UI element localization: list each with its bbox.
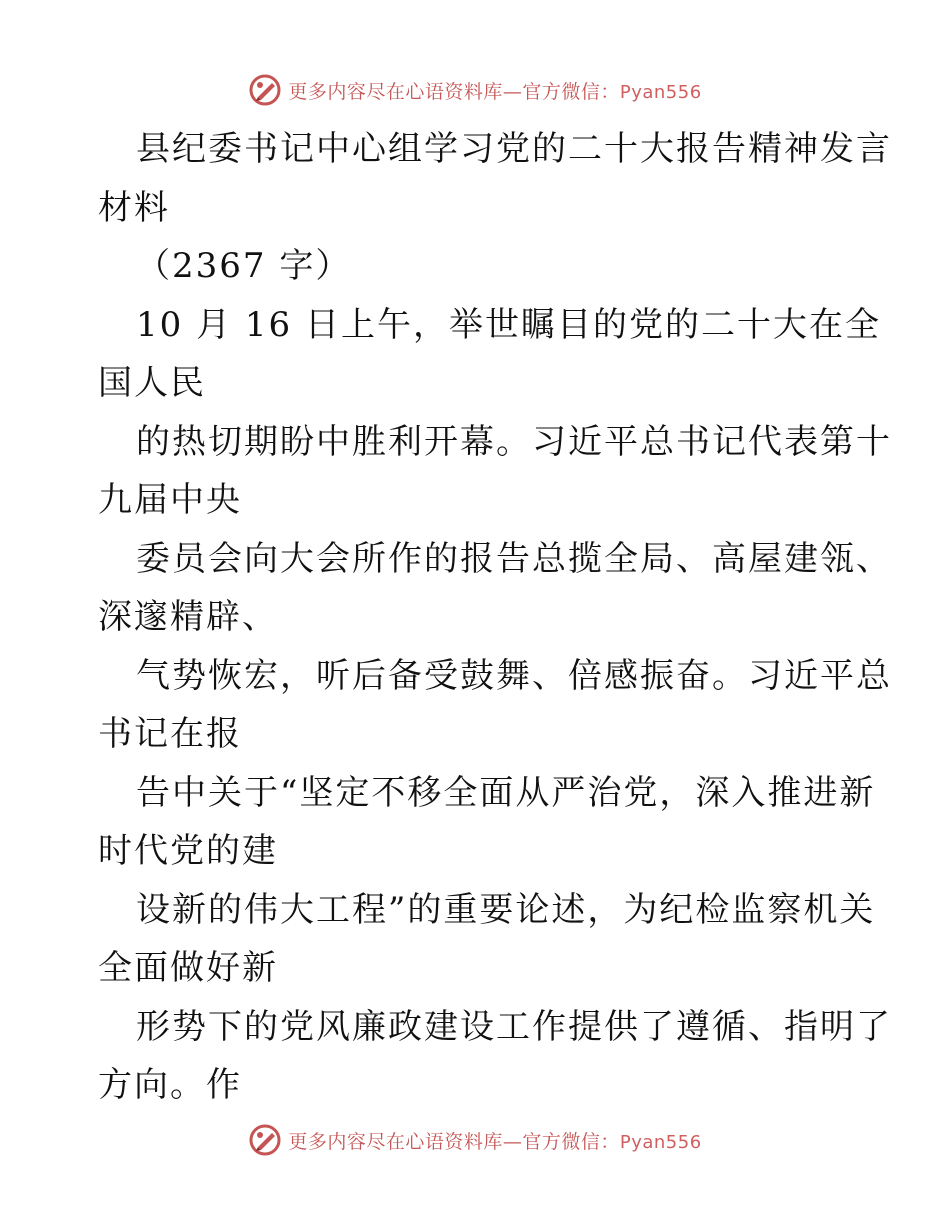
title-line-2: 材料: [98, 187, 170, 228]
text-line: 时代党的建: [98, 831, 278, 871]
word-count: （2367 字）: [136, 246, 352, 286]
watermark-text: 更多内容尽在心语资料库—官方微信：Pyan556: [288, 1130, 702, 1153]
text-line: 设新的伟大工程”的重要论述，为纪检监察机关: [136, 889, 876, 930]
document-body: [98, 120, 892, 1115]
text-line: 国人民: [98, 363, 206, 403]
watermark-contact: Pyan556: [619, 81, 702, 103]
watermark-text: 更多内容尽在心语资料库—官方微信：Pyan556: [288, 80, 702, 103]
text-line: 深邃精辟、: [98, 597, 278, 637]
text-line: 九届中央: [98, 480, 242, 520]
text-line: 10 月 16 日上午，举世瞩目的党的二十大在全: [136, 304, 881, 345]
text-line: 的热切期盼中胜利开幕。习近平总书记代表第十: [136, 421, 892, 462]
text-line: 全面做好新: [98, 948, 278, 988]
text-line: 委员会向大会所作的报告总揽全局、高屋建瓴、: [136, 538, 892, 579]
text-line: 书记在报: [98, 714, 242, 754]
watermark-contact: Pyan556: [619, 1131, 702, 1153]
text-line: 气势恢宏，听后备受鼓舞、倍感振奋。习近平总: [136, 655, 892, 696]
pen-logo-icon: [248, 1123, 282, 1157]
text-line: 形势下的党风廉政建设工作提供了遵循、指明了: [136, 1006, 892, 1047]
text-line: 告中关于“坚定不移全面从严治党，深入推进新: [136, 772, 876, 813]
header-watermark: [0, 70, 950, 110]
text-line: 方向。作: [98, 1065, 242, 1105]
footer-watermark: [0, 1120, 950, 1160]
title-line-1: 县纪委书记中心组学习党的二十大报告精神发言: [136, 129, 892, 169]
pen-logo-icon: [248, 73, 282, 107]
